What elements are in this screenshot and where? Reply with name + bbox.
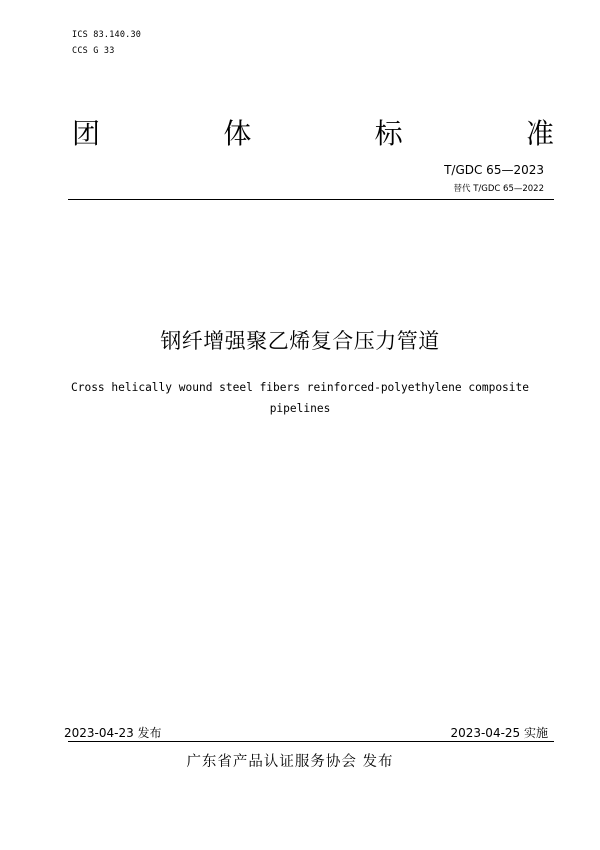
implement-date: 2023-04-25 实施 (450, 726, 548, 740)
ics-code: ICS 83.140.30 (72, 30, 142, 40)
footer-divider (68, 741, 554, 742)
heading-char-2: 体 (223, 117, 252, 150)
english-title (40, 377, 560, 419)
standard-type-heading (72, 112, 554, 152)
heading-char-3: 标 (374, 117, 403, 150)
chinese-title: 钢纤增强聚乙烯复合压力管道 (160, 329, 440, 353)
standard-number: T/GDC 65—2023 (444, 163, 544, 177)
english-title-line-1: Cross helically wound steel fibers reinforced-polyethylene composite (70, 381, 529, 394)
heading-char-4: 准 (525, 117, 554, 150)
english-title-line-2: pipelines (269, 402, 331, 415)
replaces-note: 替代 T/GDC 65—2022 (453, 184, 544, 194)
ccs-code: CCS G 33 (72, 46, 115, 56)
header-divider (68, 199, 554, 200)
publisher: 广东省产品认证服务协会 发布 (186, 754, 394, 770)
publish-date: 2023-04-23 发布 (64, 726, 162, 740)
heading-char-1: 团 (72, 117, 101, 150)
